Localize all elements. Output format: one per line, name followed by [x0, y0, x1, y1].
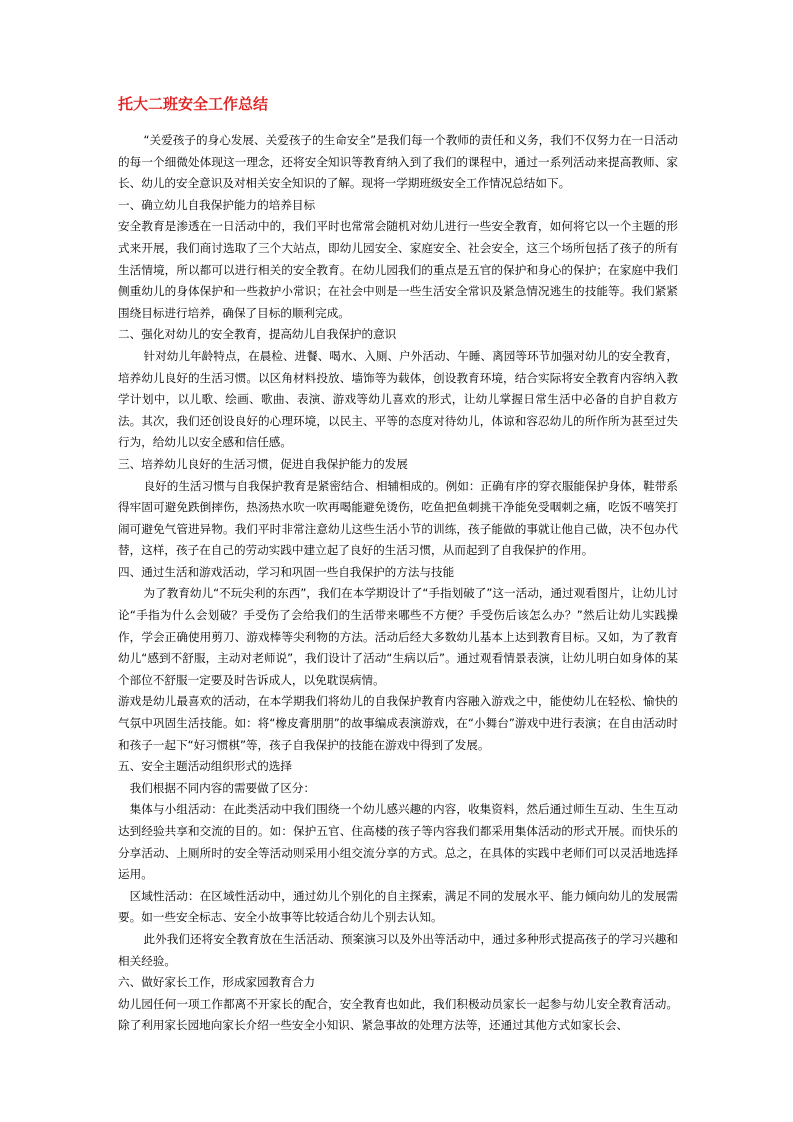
document-title: 托大二班安全工作总结	[118, 95, 269, 113]
section-1-heading: 一、确立幼儿自我保护能力的培养目标	[118, 197, 316, 212]
section-4-paragraph-1: 为了教育幼儿“不玩尖利的东西”，我们在本学期设计了“手指划破了”这一活动，通过观看图片，让幼儿讨论“手指为什么会划破？手受伤了会给我们的生活带来哪些不方便？手受伤后该怎么办？”然后让幼儿实践操作，学会正确使用剪刀、游戏棒等尖利物的方法。活动后经大多数幼儿基本上达到教育目标。又如，为了教育幼儿“感到不舒服，主动对老师说”，我们设计了活动“生病以后”。通过观看情景表演，让幼儿明白如身体的某个部位不舒服一定要及时告诉成人，以免耽误病情。	[118, 586, 678, 687]
section-5-heading: 五、安全主题活动组织形式的选择	[118, 759, 292, 774]
intro-paragraph: “关爱孩子的身心发展、关爱孩子的生命安全”是我们每一个教师的责任和义务，我们不仅努力在一日活动的每一个细微处体现这一理念，还将安全知识等教育纳入到了我们的课程中，通过一系列活动来提高教师、家长、幼儿的安全意识及对相关安全知识的了解。现将一学期班级安全工作情况总结如下。	[118, 133, 678, 191]
section-5-paragraph-2: 集体与小组活动：在此类活动中我们围绕一个幼儿感兴趣的内容，收集资料，然后通过师生互动、生生互动达到经验共享和交流的目的。如：保护五官、住高楼的孩子等内容我们都采用集体活动的形式开展。而快乐的分享活动、上厕所时的安全等活动则采用小组交流分享的方式。总之，在具体的实践中老师们可以灵活地选择运用。	[118, 802, 678, 882]
section-4-paragraph-2: 游戏是幼儿最喜欢的活动，在本学期我们将幼儿的自我保护教育内容融入游戏之中，能使幼儿在轻松、愉快的气氛中巩固生活技能。如：将“橡皮膏朋朋”的故事编成表演游戏，在“小舞台”游戏中进行表演；在自由活动时和孩子一起下“好习惯棋”等，孩子自我保护的技能在游戏中得到了发展。	[118, 694, 678, 752]
section-4-heading: 四、通过生活和游戏活动，学习和巩固一些自我保护的方法与技能	[118, 564, 455, 579]
section-6-paragraph: 幼儿园任何一项工作都离不开家长的配合，安全教育也如此，我们积极动员家长一起参与幼儿安全教育活动。除了利用家长园地向家长介绍一些安全小知识、紧急事故的处理方法等，还通过其他方式如家长会、	[118, 996, 678, 1033]
section-5-paragraph-3: 区域性活动：在区域性活动中，通过幼儿个别化的自主探索，满足不同的发展水平、能力倾向幼儿的发展需要。如一些安全标志、安全小故事等比较适合幼儿个别去认知。	[118, 888, 678, 925]
section-5-paragraph-4: 此外我们还将安全教育放在生活活动、预案演习以及外出等活动中，通过多种形式提高孩子的学习兴趣和相关经验。	[118, 931, 678, 968]
document-page	[118, 94, 678, 1037]
section-6-heading: 六、做好家长工作，形成家园教育合力	[118, 975, 316, 990]
section-1-paragraph: 安全教育是渗透在一日活动中的，我们平时也常常会随机对幼儿进行一些安全教育，如何将它以一个主题的形式来开展，我们商讨选取了三个大站点，即幼儿园安全、家庭安全、社会安全，这三个场所包括了孩子的所有生活情境，所以都可以进行相关的安全教育。在幼儿园我们的重点是五官的保护和身心的保护；在家庭中我们侧重幼儿的身体保护和一些救护小常识；在社会中则是一些生活安全常识及紧急情况逃生的技能等。我们紧紧围绕目标进行培养，确保了目标的顺利完成。	[118, 219, 678, 320]
section-3-paragraph: 良好的生活习惯与自我保护教育是紧密结合、相辅相成的。例如：正确有序的穿衣服能保护身体，鞋带系得牢固可避免跌倒摔伤，热汤热水吹一吹再喝能避免烫伤，吃鱼把鱼刺挑干净能免受咽刺之痛，吃饭不嘻笑打闹可避免气管进异物。我们平时非常注意幼儿这些生活小节的训练，孩子能做的事就让他自己做，决不包办代替，这样，孩子在自己的劳动实践中建立起了良好的生活习惯，从而起到了自我保护的作用。	[118, 478, 678, 558]
section-5-paragraph-1: 我们根据不同内容的需要做了区分：	[129, 780, 316, 795]
section-3-heading: 三、培养幼儿良好的生活习惯，促进自我保护能力的发展	[118, 456, 408, 471]
section-2-paragraph: 针对幼儿年龄特点，在晨检、进餐、喝水、入厕、户外活动、午睡、离园等环节加强对幼儿的安全教育，培养幼儿良好的生活习惯。以区角材料投放、墙饰等为载体，创设教育环境，结合实际将安全教育内容纳入教学计划中，以儿歌、绘画、歌曲、表演、游戏等幼儿喜欢的形式，让幼儿掌握日常生活中必备的自护自救方法。其次，我们还创设良好的心理环境，以民主、平等的态度对待幼儿，体谅和容忍幼儿的所作所为甚至过失行为，给幼儿以安全感和信任感。	[118, 348, 678, 450]
section-2-heading: 二、强化对幼儿的安全教育，提高幼儿自我保护的意识	[118, 327, 397, 342]
